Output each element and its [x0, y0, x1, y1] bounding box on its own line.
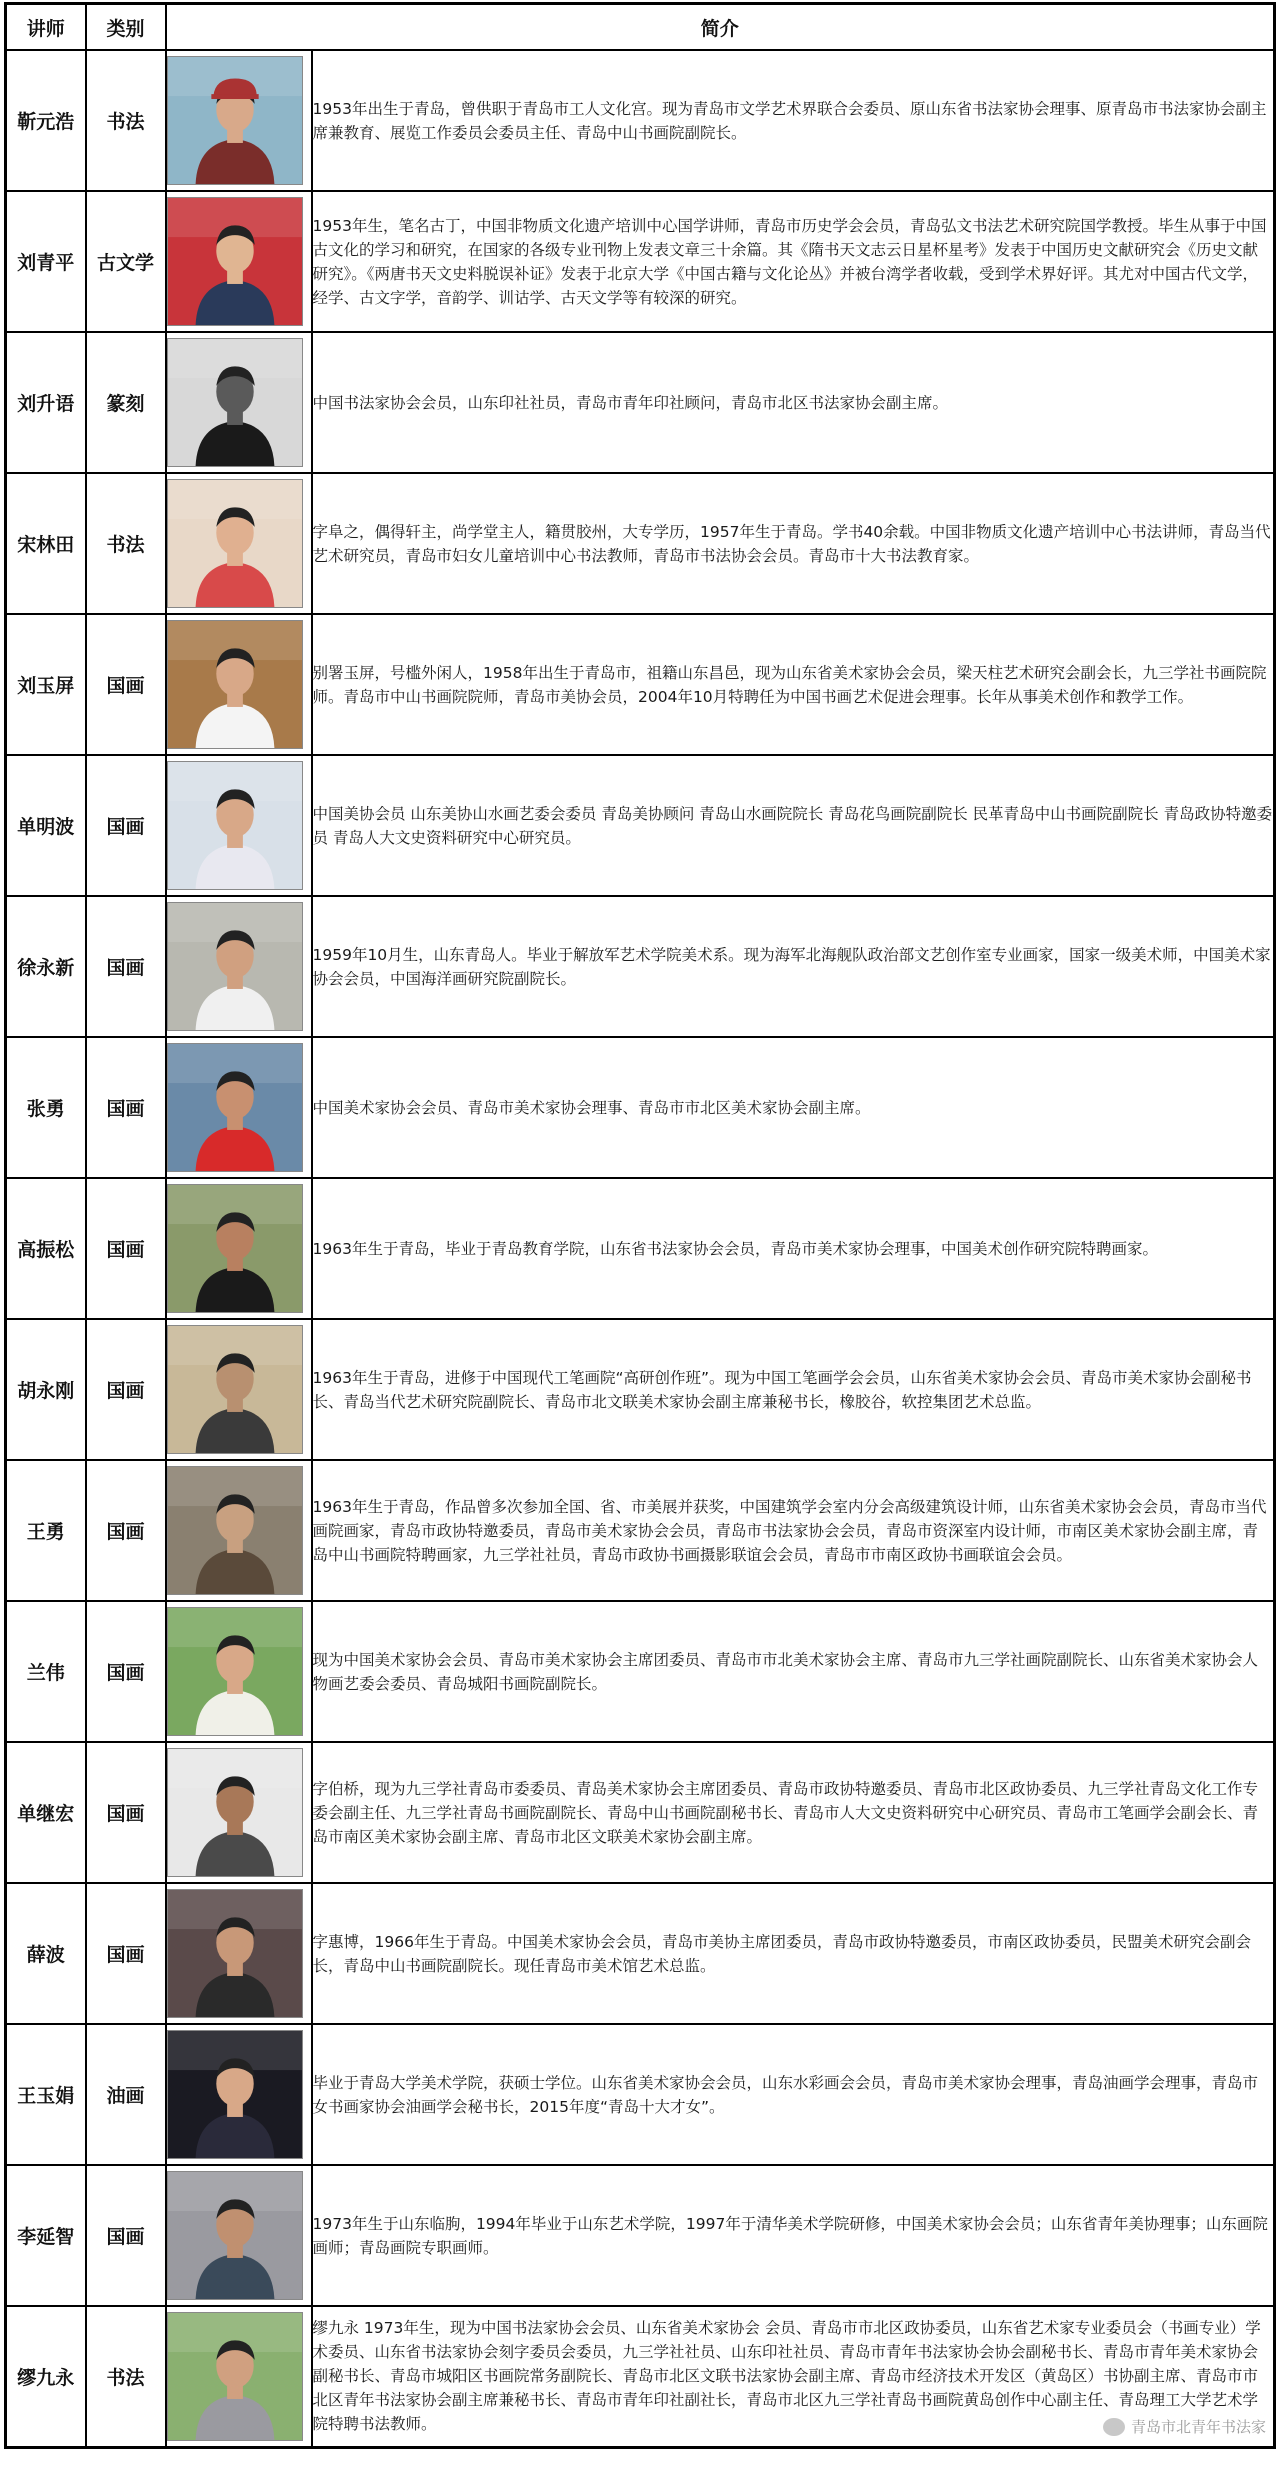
instructor-photo-cell	[166, 614, 312, 755]
instructor-name: 胡永刚	[6, 1319, 86, 1460]
instructor-bio: 字惠博，1966年生于青岛。中国美术家协会会员，青岛市美协主席团委员，青岛市政协特邀委员，市南区政协委员，民盟美术研究会副会长，青岛中山书画院副院长。现任青岛市美术馆艺术总监。	[312, 1883, 1275, 2024]
instructor-photo	[167, 1889, 303, 2018]
instructor-photo	[167, 2030, 303, 2159]
instructor-photo-cell	[166, 1319, 312, 1460]
instructor-bio: 字阜之，偶得轩主，尚学堂主人，籍贯胶州，大专学历，1957年生于青岛。学书40余载。中国非物质文化遗产培训中心书法讲师，青岛当代艺术研究员，青岛市妇女儿童培训中心书法教师，青岛市书法协会会员。青岛市十大书法教育家。	[312, 473, 1275, 614]
portrait-icon	[168, 57, 302, 184]
wechat-icon	[1103, 2418, 1125, 2436]
instructor-photo-cell	[166, 1742, 312, 1883]
portrait-icon	[168, 903, 302, 1030]
instructor-bio: 现为中国美术家协会会员、青岛市美术家协会主席团委员、青岛市市北美术家协会主席、青岛市九三学社画院副院长、山东省美术家协会人物画艺委会委员、青岛城阳书画院副院长。	[312, 1601, 1275, 1742]
instructor-bio: 1963年生于青岛，进修于中国现代工笔画院“高研创作班”。现为中国工笔画学会会员，山东省美术家协会会员、青岛市美术家协会副秘书长、青岛当代艺术研究院副院长、青岛市北文联美术家协会副主席兼秘书长，橡胶谷，软控集团艺术总监。	[312, 1319, 1275, 1460]
table-row	[6, 2165, 1275, 2306]
instructor-name: 宋林田	[6, 473, 86, 614]
table-row	[6, 473, 1275, 614]
portrait-icon	[168, 2031, 302, 2158]
table-row	[6, 755, 1275, 896]
instructor-name: 薛波	[6, 1883, 86, 2024]
instructor-photo-cell	[166, 1460, 312, 1601]
table-row	[6, 1460, 1275, 1601]
instructor-photo	[167, 479, 303, 608]
instructor-photo-cell	[166, 2306, 312, 2447]
portrait-icon	[168, 1044, 302, 1171]
instructor-name: 王玉娟	[6, 2024, 86, 2165]
table-row	[6, 2306, 1275, 2447]
instructor-photo	[167, 1466, 303, 1595]
instructor-bio: 1953年生，笔名古丁，中国非物质文化遗产培训中心国学讲师，青岛市历史学会会员，青岛弘文书法艺术研究院国学教授。毕生从事于中国古文化的学习和研究，在国家的各级专业刊物上发表文章三十余篇。其《隋书天文志云日星杯星考》发表于中国历史文献研究会《历史文献研究》。《两唐书天文史料脱误补证》发表于北京大学《中国古籍与文化论丛》并被台湾学者收载，受到学术界好评。其尤对中国古代文学，经学、古文字学，音韵学、训诂学、古天文学等有较深的研究。	[312, 191, 1275, 332]
instructor-table	[4, 2, 1276, 2449]
instructor-bio: 别署玉屏，号槛外闲人，1958年出生于青岛市，祖籍山东昌邑，现为山东省美术家协会会员，梁天柱艺术研究会副会长，九三学社书画院院师。青岛市中山书画院院师，青岛市美协会员，2004年10月特聘任为中国书画艺术促进会理事。长年从事美术创作和教学工作。	[312, 614, 1275, 755]
portrait-icon	[168, 762, 302, 889]
instructor-category: 油画	[86, 2024, 166, 2165]
instructor-bio: 1963年生于青岛，作品曾多次参加全国、省、市美展并获奖，中国建筑学会室内分会高级建筑设计师，山东省美术家协会会员，青岛市当代画院画家，青岛市政协特邀委员，青岛市美术家协会会员，青岛市书法家协会会员，青岛市资深室内设计师，市南区美术家协会副主席，青岛中山书画院特聘画家，九三学社社员，青岛市政协书画摄影联谊会会员，青岛市市南区政协书画联谊会会员。	[312, 1460, 1275, 1601]
instructor-photo	[167, 1325, 303, 1454]
instructor-photo-cell	[166, 2165, 312, 2306]
watermark	[1103, 2416, 1266, 2437]
portrait-icon	[168, 621, 302, 748]
instructor-photo	[167, 620, 303, 749]
instructor-bio: 毕业于青岛大学美术学院，获硕士学位。山东省美术家协会会员，山东水彩画会会员，青岛市美术家协会理事，青岛油画学会理事，青岛市女书画家协会油画学会秘书长，2015年度“青岛十大才女”。	[312, 2024, 1275, 2165]
instructor-photo-cell	[166, 896, 312, 1037]
instructor-photo-cell	[166, 2024, 312, 2165]
instructor-photo	[167, 902, 303, 1031]
portrait-icon	[168, 1890, 302, 2017]
table-row	[6, 1178, 1275, 1319]
instructor-category: 国画	[86, 1742, 166, 1883]
instructor-bio: 1953年出生于青岛，曾供职于青岛市工人文化宫。现为青岛市文学艺术界联合会委员、原山东省书法家协会理事、原青岛市书法家协会副主席兼教育、展览工作委员会委员主任、青岛中山书画院副院长。	[312, 50, 1275, 191]
instructor-photo-cell	[166, 1037, 312, 1178]
instructor-bio: 1973年生于山东临朐，1994年毕业于山东艺术学院，1997年于清华美术学院研修，中国美术家协会会员；山东省青年美协理事；山东画院画师；青岛画院专职画师。	[312, 2165, 1275, 2306]
instructor-photo	[167, 338, 303, 467]
instructor-name: 靳元浩	[6, 50, 86, 191]
instructor-category: 国画	[86, 1037, 166, 1178]
instructor-name: 单明波	[6, 755, 86, 896]
instructor-photo-cell	[166, 191, 312, 332]
table-row	[6, 1883, 1275, 2024]
table-row	[6, 50, 1275, 191]
instructor-bio: 1959年10月生，山东青岛人。毕业于解放军艺术学院美术系。现为海军北海舰队政治部文艺创作室专业画家，国家一级美术师，中国美术家协会会员，中国海洋画研究院副院长。	[312, 896, 1275, 1037]
instructor-photo	[167, 1184, 303, 1313]
instructor-bio: 中国书法家协会会员，山东印社社员，青岛市青年印社顾问，青岛市北区书法家协会副主席。	[312, 332, 1275, 473]
instructor-bio: 中国美术家协会会员、青岛市美术家协会理事、青岛市市北区美术家协会副主席。	[312, 1037, 1275, 1178]
instructor-photo-cell	[166, 1178, 312, 1319]
table-body	[6, 50, 1275, 2447]
instructor-category: 国画	[86, 1601, 166, 1742]
instructor-photo	[167, 1607, 303, 1736]
instructor-photo	[167, 761, 303, 890]
portrait-icon	[168, 480, 302, 607]
table-row	[6, 614, 1275, 755]
header-category: 类别	[86, 4, 166, 51]
instructor-photo	[167, 56, 303, 185]
instructor-photo	[167, 1043, 303, 1172]
header-name: 讲师	[6, 4, 86, 51]
table-row	[6, 1742, 1275, 1883]
instructor-name: 张勇	[6, 1037, 86, 1178]
instructor-category: 国画	[86, 614, 166, 755]
instructor-category: 国画	[86, 1178, 166, 1319]
table-row	[6, 191, 1275, 332]
instructor-name: 刘青平	[6, 191, 86, 332]
portrait-icon	[168, 1467, 302, 1594]
table-header-row	[6, 4, 1275, 51]
instructor-bio: 缪九永 1973年生，现为中国书法家协会会员、山东省美术家协会 会员、青岛市市北区政协委员，山东省艺术家专业委员会（书画专业）学术委员、山东省书法家协会刻字委员会委员，九三学社社员、山东印社社员、青岛市青年书法家协会协会副秘书长、青岛市青年美术家协会副秘书长、青岛市城阳区书画院常务副院长、青岛市北区文联书法家协会副主席、青岛市经济技术开发区（黄岛区）书协副主席、青岛市市北区青年书法家协会副主席兼秘书长、青岛市青年印社副社长，青岛市北区九三学社青岛书画院黄岛创作中心副主任、青岛理工大学艺术学院特聘书法教师。	[312, 2306, 1275, 2447]
instructor-photo	[167, 197, 303, 326]
portrait-icon	[168, 2313, 302, 2440]
instructor-category: 国画	[86, 896, 166, 1037]
instructor-name: 单继宏	[6, 1742, 86, 1883]
table-row	[6, 1037, 1275, 1178]
instructor-name: 高振松	[6, 1178, 86, 1319]
header-intro: 简介	[166, 4, 1275, 51]
table-row	[6, 332, 1275, 473]
portrait-icon	[168, 1749, 302, 1876]
portrait-icon	[168, 1326, 302, 1453]
instructor-photo	[167, 2312, 303, 2441]
instructor-name: 李延智	[6, 2165, 86, 2306]
instructor-name: 刘升语	[6, 332, 86, 473]
portrait-icon	[168, 339, 302, 466]
instructor-bio: 字伯桥，现为九三学社青岛市委委员、青岛美术家协会主席团委员、青岛市政协特邀委员、青岛市北区政协委员、九三学社青岛文化工作专委会副主任、九三学社青岛书画院副院长、青岛中山书画院副秘书长、青岛市人大文史资料研究中心研究员、青岛市工笔画学会副会长、青岛市南区美术家协会副主席、青岛市北区文联美术家协会副主席。	[312, 1742, 1275, 1883]
portrait-icon	[168, 1185, 302, 1312]
instructor-category: 书法	[86, 50, 166, 191]
instructor-category: 书法	[86, 2306, 166, 2447]
instructor-category: 国画	[86, 1883, 166, 2024]
instructor-photo-cell	[166, 1883, 312, 2024]
instructor-category: 国画	[86, 1319, 166, 1460]
portrait-icon	[168, 1608, 302, 1735]
instructor-photo	[167, 2171, 303, 2300]
table-row	[6, 2024, 1275, 2165]
instructor-photo-cell	[166, 332, 312, 473]
portrait-icon	[168, 198, 302, 325]
portrait-icon	[168, 2172, 302, 2299]
instructor-photo-cell	[166, 50, 312, 191]
instructor-name: 刘玉屏	[6, 614, 86, 755]
table-row	[6, 896, 1275, 1037]
instructor-name: 兰伟	[6, 1601, 86, 1742]
instructor-bio: 1963年生于青岛，毕业于青岛教育学院，山东省书法家协会会员，青岛市美术家协会理事，中国美术创作研究院特聘画家。	[312, 1178, 1275, 1319]
instructor-category: 古文学	[86, 191, 166, 332]
instructor-category: 篆刻	[86, 332, 166, 473]
instructor-photo-cell	[166, 1601, 312, 1742]
instructor-photo	[167, 1748, 303, 1877]
instructor-category: 书法	[86, 473, 166, 614]
instructor-name: 徐永新	[6, 896, 86, 1037]
instructor-bio: 中国美协会员 山东美协山水画艺委会委员 青岛美协顾问 青岛山水画院院长 青岛花鸟画院副院长 民革青岛中山书画院副院长 青岛政协特邀委员 青岛人大文史资料研究中心研究员。	[312, 755, 1275, 896]
instructor-photo-cell	[166, 755, 312, 896]
instructor-category: 国画	[86, 755, 166, 896]
instructor-category: 国画	[86, 1460, 166, 1601]
instructor-name: 王勇	[6, 1460, 86, 1601]
watermark-text: 青岛市北青年书法家	[1131, 2416, 1266, 2437]
instructor-photo-cell	[166, 473, 312, 614]
table-row	[6, 1319, 1275, 1460]
table-row	[6, 1601, 1275, 1742]
instructor-name: 缪九永	[6, 2306, 86, 2447]
instructor-category: 国画	[86, 2165, 166, 2306]
